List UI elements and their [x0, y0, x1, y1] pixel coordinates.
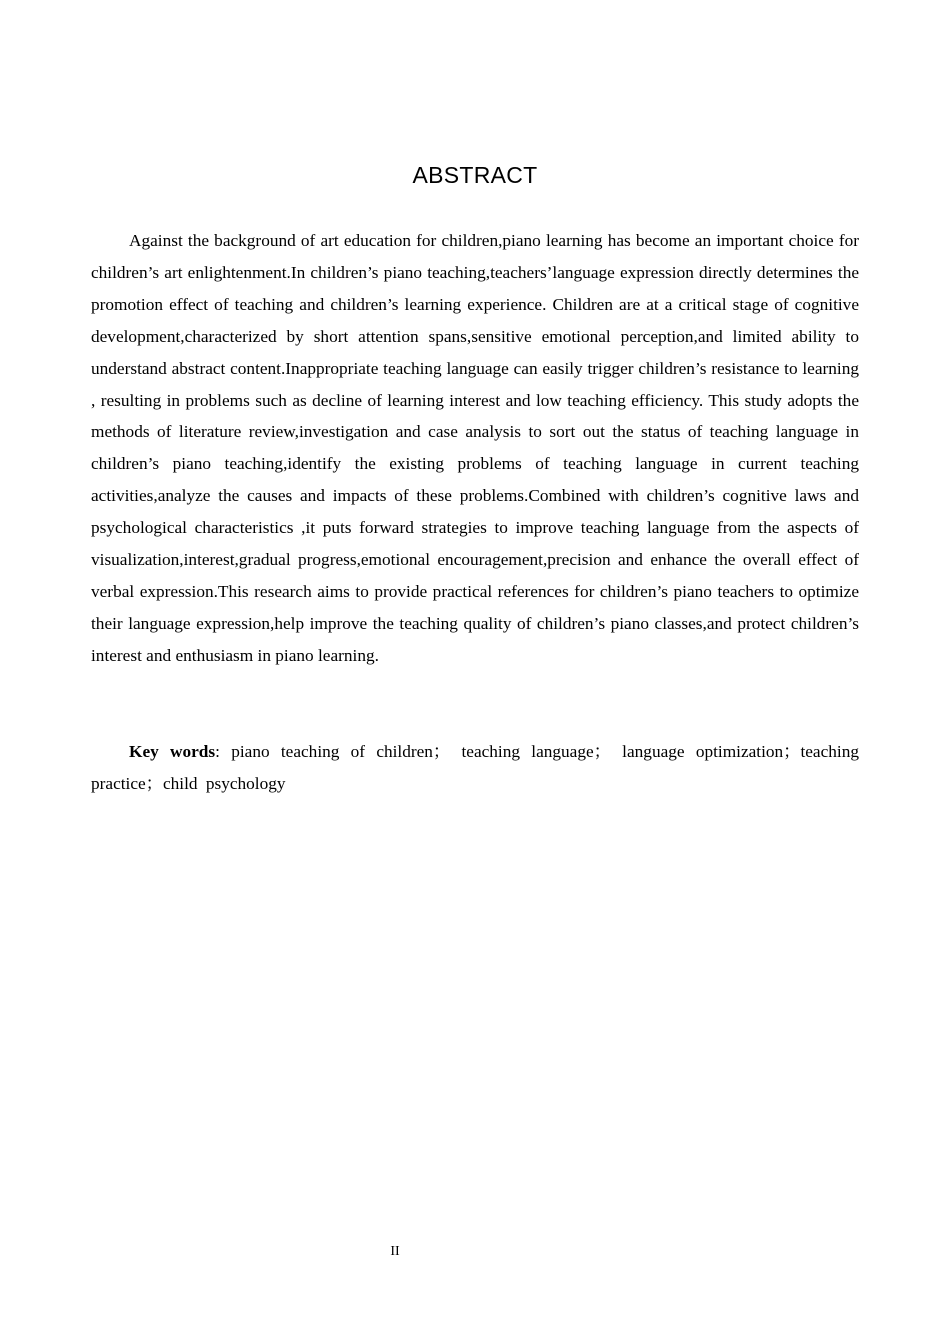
page-number: II: [390, 1244, 400, 1259]
abstract-paragraph: Against the background of art education for children,piano learning has become an important choice for children’s art enlightenment.In children’s piano teaching,teachers’language expression directly determines the promotion effect of teaching and children’s learning experience. Children are at a critical stage of cognitive development,characterized by short attention spans,sensitive emotional perception,and limited ability to understand abstract content.Inappropriate teaching language can easily trigger children’s resistance to learning , resulting in problems such as decline of learning interest and low teaching efficiency. This study adopts the methods of literature review,investigation and case analysis to sort out the status of teaching language in children’s piano teaching,identify the existing problems of teaching language in current teaching activities,analyze the causes and impacts of these problems.Combined with children’s cognitive laws and psychological characteristics ,it puts forward strategies to improve teaching language from the aspects of visualization,interest,gradual progress,emotional encouragement,precision and enhance the overall effect of verbal expression.This research aims to provide practical references for children’s piano teachers to optimize their language expression,help improve the teaching quality of children’s piano classes,and protect children’s interest and enthusiasm in piano learning.: [91, 231, 859, 665]
keywords-paragraph: [91, 736, 859, 800]
keywords-separator: :: [215, 742, 220, 761]
keywords-list: piano teaching of children； teaching language； language optimization；teaching practice；child psychology: [91, 742, 859, 793]
keywords-label: Key words: [129, 742, 216, 761]
abstract-title: ABSTRACT: [412, 162, 538, 188]
